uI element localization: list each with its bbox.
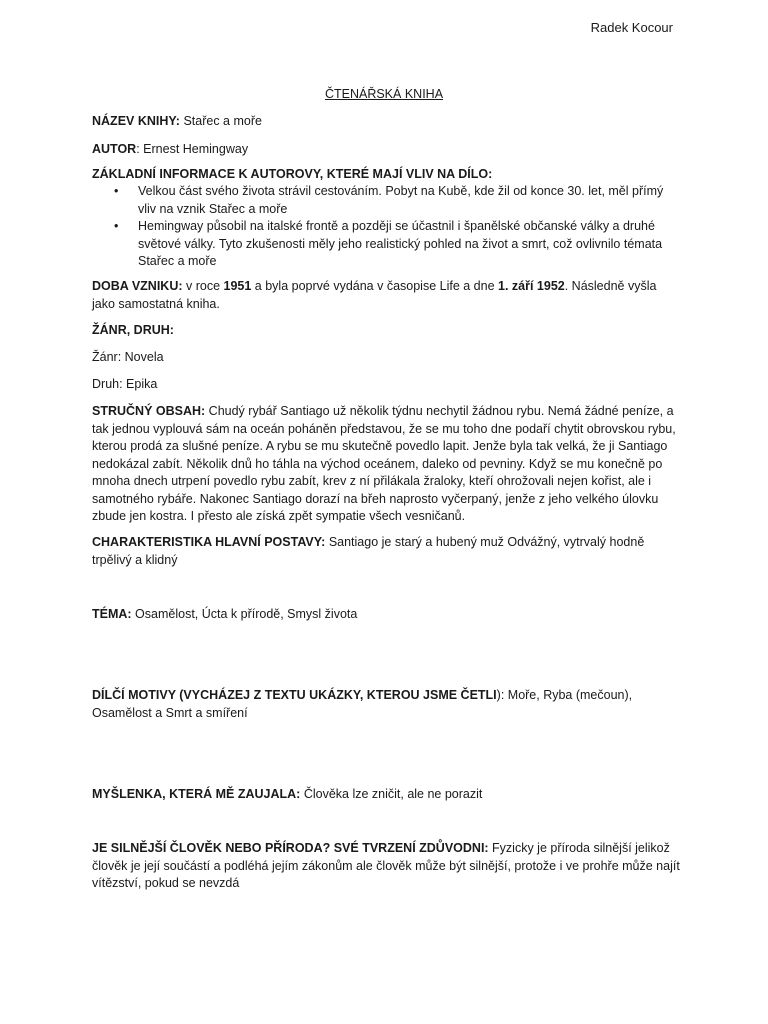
bullet-text: Hemingway působil na italské frontě a později se účastnil i španělské občanské války a druhé světové války. Tyto zkušenosti měly jeho realistický pohled na život a smrt, což ovlivnilo témata Stařec a moře	[138, 219, 663, 268]
author-value: : Ernest Hemingway	[136, 142, 249, 156]
book-name-label: NÁZEV KNIHY:	[92, 114, 180, 128]
question-label: JE SILNĚJŠÍ ČLOVĚK NEBO PŘÍRODA? SVÉ TVRZENÍ ZDŮVODNI:	[92, 841, 489, 855]
book-name-line	[92, 113, 682, 131]
header-author: Radek Kocour	[590, 20, 673, 35]
thought-line	[92, 786, 682, 804]
creation-text-3: . Následně vyšla jako samostatná kniha.	[92, 279, 657, 311]
theme-line	[92, 606, 682, 624]
creation-text-1: v roce	[182, 279, 224, 293]
theme-text: Osamělost, Úcta k přírodě, Smysl života	[131, 607, 358, 621]
basic-info-label: ZÁKLADNÍ INFORMACE K AUTOROVY, KTERÉ MAJÍ VLIV NA DÍLO:	[92, 167, 493, 181]
question-paragraph	[92, 840, 682, 893]
character-text: Santiago je starý a hubený muž Odvážný, vytrvalý hodně trpělivý a klidný	[92, 535, 645, 567]
document-title: ČTENÁŘSKÁ KNIHA	[324, 87, 444, 101]
author-label: AUTOR	[92, 142, 137, 156]
bullet-icon: •	[114, 184, 119, 198]
list-item	[92, 218, 682, 271]
genre-zanr: Žánr: Novela	[92, 350, 164, 364]
motifs-label: DÍLČÍ MOTIVY (VYCHÁZEJ Z TEXTU UKÁZKY, KTEROU JSME ČETLI	[92, 688, 497, 702]
creation-text-2: a byla poprvé vydána v časopise Life a dne	[251, 279, 499, 293]
basic-info-heading	[92, 166, 682, 184]
list-item	[92, 183, 682, 218]
summary-text: Chudý rybář Santiago už několik týdnu nechytil žádnou rybu. Nemá žádné peníze, a tak jednou vyplouvá sám na oceán poháněn představou, že se mu toho dne podaří chytit obrovskou rybu, kterou prodá za slušné peníze. A rybu se mu skutečně povedlo lapit. Jenže byla tak velká, že ji Santiago nedokázal zabít. Několik dnů ho táhla na východ oceánem, daleko od pevniny. Když se mu konečně po mnoha dnech utrpení povedlo rybu zabít, krev z ní přilákala žraloky, kteří ohrožovali nejen kořist, ale i samotného rybáře. Nakonec Santiago dorazí na břeh naprosto vyčerpaný, jenže z jeho velkého úlovku zbude jen kostra. I přesto ale získá zpět sympatie všech vesničanů.	[92, 404, 676, 523]
bullet-text: Velkou část svého života strávil cestováním. Pobyt na Kubě, kde žil od konce 30. let, měl přímý vliv na vznik Stařec a moře	[138, 184, 664, 216]
thought-label: MYŠLENKA, KTERÁ MĚ ZAUJALA:	[92, 787, 301, 801]
author-line	[92, 141, 682, 159]
character-paragraph	[92, 534, 682, 569]
genre-druh: Druh: Epika	[92, 377, 158, 391]
creation-paragraph	[92, 278, 682, 313]
theme-label: TÉMA:	[92, 607, 132, 621]
creation-label: DOBA VZNIKU:	[92, 279, 183, 293]
motifs-paragraph	[92, 687, 682, 722]
summary-paragraph	[92, 403, 682, 526]
basic-info-list	[92, 183, 682, 271]
question-text: Fyzicky je příroda silnější jelikož člověk je její součástí a podléhá jejím zákonům ale člověk může být silnější, protože i ve prohře může najít vítězství, pokud se nevzdá	[92, 841, 680, 890]
book-name-value: Stařec a moře	[179, 114, 262, 128]
genre-heading	[92, 322, 682, 340]
summary-label: STRUČNÝ OBSAH:	[92, 404, 206, 418]
character-label: CHARAKTERISTIKA HLAVNÍ POSTAVY:	[92, 535, 326, 549]
creation-date: 1. září 1952	[498, 279, 565, 293]
genre-label: ŽÁNR, DRUH:	[92, 323, 174, 337]
thought-text: Člověka lze zničit, ale ne porazit	[300, 787, 483, 801]
bullet-icon: •	[114, 219, 119, 233]
motifs-text: ): Moře, Ryba (mečoun), Osamělost a Smrt a smíření	[92, 688, 633, 720]
creation-year: 1951	[223, 279, 252, 293]
